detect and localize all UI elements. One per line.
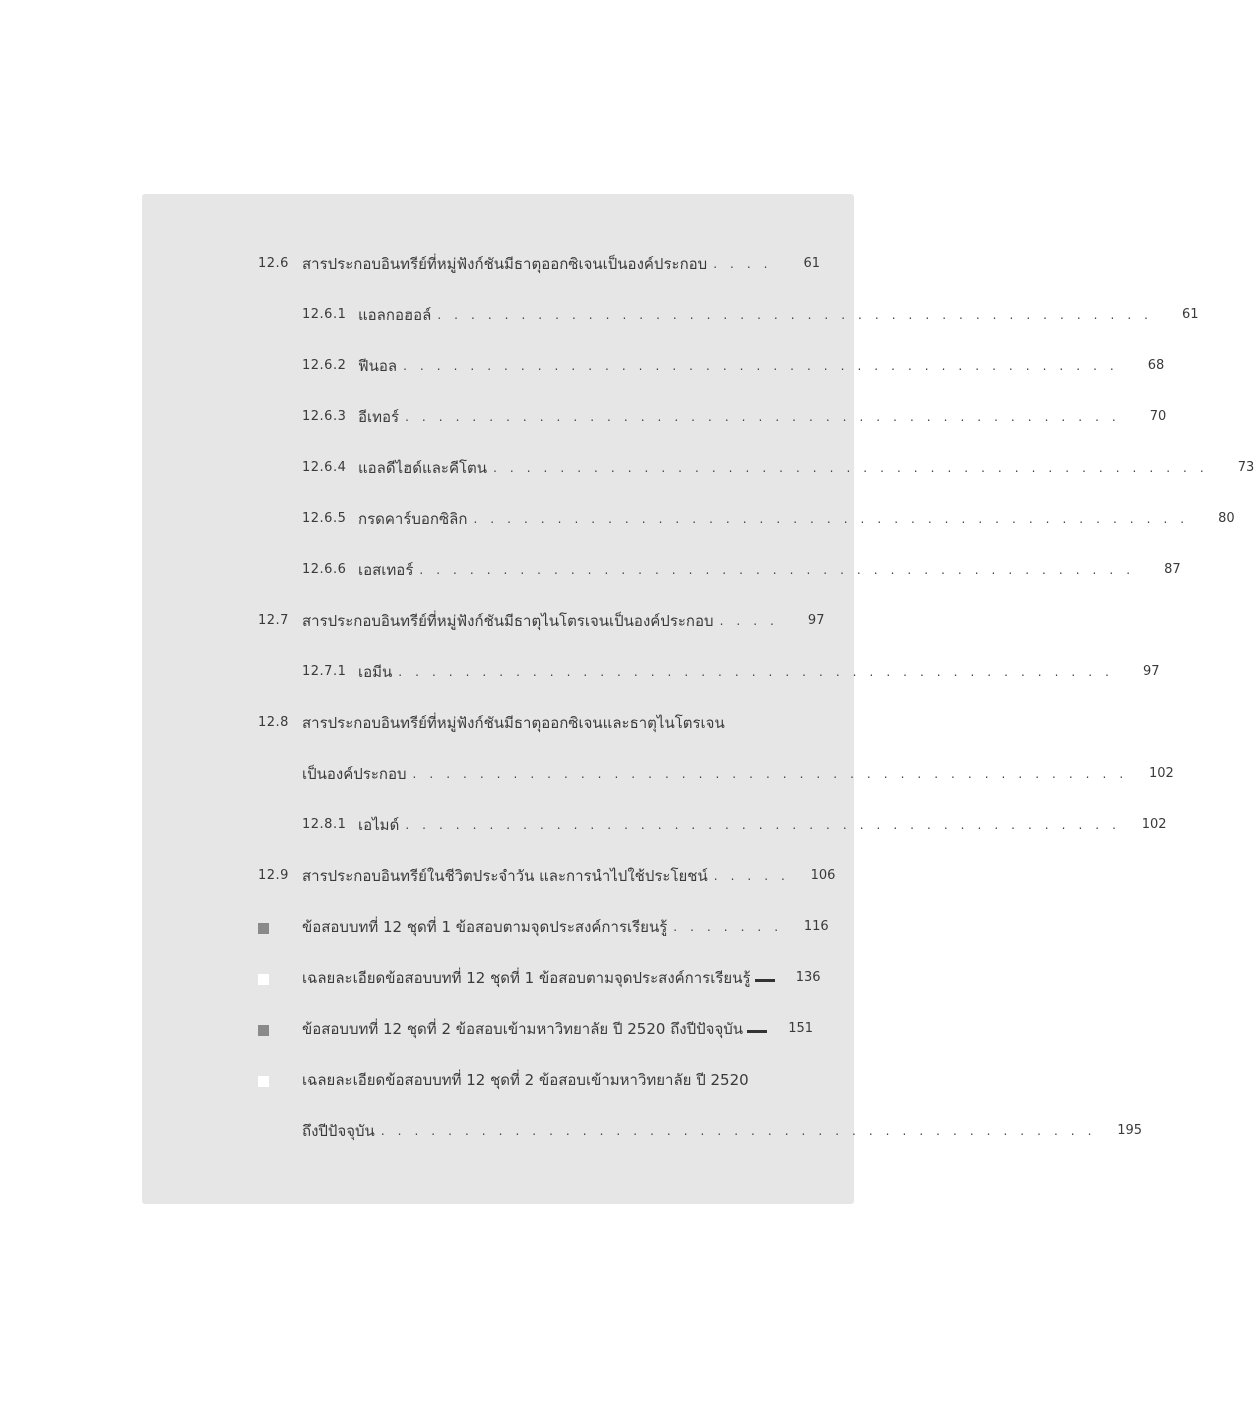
- entry-title: สารประกอบอินทรีย์ที่หมู่ฟังก์ชันมีธาตุออกซิเจนและธาตุไนโตรเจน: [302, 714, 725, 732]
- entry-title: สารประกอบอินทรีย์ในชีวิตประจำวัน และการนำไปใช้ประโยชน์: [302, 867, 708, 885]
- entry-number: 12.6.2: [302, 358, 347, 373]
- entry-title: อีเทอร์: [358, 408, 400, 426]
- dot-leader: . . . . . . . . . . . . . . . . . . . . . . . . . . . . . . . . . . . . . . . . . . .: [380, 1124, 1097, 1138]
- toc-entry-12-6-3[interactable]: [142, 397, 1167, 427]
- entry-title: กรดคาร์บอกซิลิก: [358, 510, 468, 528]
- dot-leader: . . . .: [719, 614, 779, 628]
- page-number: 61: [803, 256, 820, 271]
- entry-number: 12.7: [258, 613, 289, 628]
- toc-entry-12-7[interactable]: [142, 601, 854, 631]
- page-number: 61: [1182, 307, 1199, 322]
- entry-number: 12.6.3: [302, 409, 347, 424]
- dash-leader: [755, 979, 775, 982]
- entry-number: 12.6.1: [302, 307, 347, 322]
- page-number: 102: [1141, 817, 1167, 832]
- toc-entry-12-8-continued[interactable]: [142, 754, 1174, 784]
- entry-title: แอลกอฮอล์: [358, 306, 432, 324]
- entry-title-continued: เป็นองค์ประกอบ: [302, 765, 407, 783]
- entry-title: เฉลยละเอียดข้อสอบบทที่ 12 ชุดที่ 2 ข้อสอบเข้ามหาวิทยาลัย ปี 2520: [302, 1071, 749, 1089]
- entry-number: 12.6.4: [302, 460, 347, 475]
- page-number: 80: [1218, 511, 1235, 526]
- toc-entry-answers-set-1[interactable]: [142, 958, 854, 988]
- toc-entry-12-6[interactable]: [142, 244, 854, 274]
- toc-entry-12-8[interactable]: [142, 703, 854, 733]
- dot-leader: . . . . .: [713, 869, 790, 883]
- dot-leader: . . . . . . . . . . . . . . . . . . . . . . . . . . . . . . . . . . . . . . . . . . .: [412, 767, 1128, 781]
- entry-title: เอมีน: [358, 663, 393, 681]
- entry-number: 12.8: [258, 715, 289, 730]
- page-number: 70: [1149, 409, 1167, 424]
- toc-entry-12-7-1[interactable]: [142, 652, 1160, 682]
- dot-leader: . . . . . . . . . . . . . . . . . . . . . . . . . . . . . . . . . . . . . . . . . . .: [403, 359, 1119, 373]
- entry-title: แอลดีไฮด์และคีโตน: [358, 459, 488, 477]
- dot-leader: . . . . . . . . . . . . . . . . . . . . . . . . . . . . . . . . . . . . . . . . . . .: [473, 512, 1189, 526]
- entry-title: ข้อสอบบทที่ 12 ชุดที่ 2 ข้อสอบเข้ามหาวิทยาลัย ปี 2520 ถึงปีปัจจุบัน: [302, 1020, 744, 1038]
- toc-entry-12-6-5[interactable]: [142, 499, 1235, 529]
- dot-leader: . . . .: [713, 257, 773, 271]
- entry-number: 12.9: [258, 868, 289, 883]
- toc-entry-12-6-1[interactable]: [142, 295, 1199, 325]
- page-number: 116: [803, 919, 829, 934]
- page-number: 68: [1147, 358, 1165, 373]
- toc-entry-12-9[interactable]: [142, 856, 854, 886]
- dot-leader: . . . . . . .: [673, 920, 783, 934]
- square-bullet-icon: [258, 974, 269, 985]
- page-number: 151: [788, 1021, 814, 1036]
- dot-leader: . . . . . . . . . . . . . . . . . . . . . . . . . . . . . . . . . . . . . . . . . . .: [419, 563, 1135, 577]
- page-number: 73: [1237, 460, 1254, 475]
- dot-leader: . . . . . . . . . . . . . . . . . . . . . . . . . . . . . . . . . . . . . . . . . . .: [493, 461, 1209, 475]
- entry-title: สารประกอบอินทรีย์ที่หมู่ฟังก์ชันมีธาตุออกซิเจนเป็นองค์ประกอบ: [302, 255, 708, 273]
- toc-entry-exam-set-1[interactable]: [142, 907, 854, 937]
- square-bullet-icon: [258, 1076, 269, 1087]
- page-number: 97: [807, 613, 825, 628]
- square-bullet-icon: [258, 923, 269, 934]
- entry-title: เอสเทอร์: [358, 561, 414, 579]
- entry-title: เฉลยละเอียดข้อสอบบทที่ 12 ชุดที่ 1 ข้อสอบตามจุดประสงค์การเรียนรู้: [302, 969, 751, 987]
- entry-title-continued: ถึงปีปัจจุบัน: [302, 1122, 375, 1140]
- page-number: 106: [810, 868, 836, 883]
- dot-leader: . . . . . . . . . . . . . . . . . . . . . . . . . . . . . . . . . . . . . . . . . . .: [405, 410, 1121, 424]
- toc-entry-answers-set-2-continued[interactable]: [142, 1111, 1143, 1141]
- entry-number: 12.6.5: [302, 511, 347, 526]
- page-number: 195: [1117, 1123, 1143, 1138]
- toc-entry-12-6-4[interactable]: [142, 448, 1254, 478]
- toc-panel: [142, 194, 1254, 1204]
- toc-entry-12-6-2[interactable]: [142, 346, 1165, 376]
- toc-entry-12-8-1[interactable]: [142, 805, 1167, 835]
- entry-title: เอไมด์: [358, 816, 400, 834]
- entry-number: 12.7.1: [302, 664, 347, 679]
- page-number: 87: [1164, 562, 1181, 577]
- entry-number: 12.6: [258, 256, 289, 271]
- entry-number: 12.6.6: [302, 562, 347, 577]
- entry-title: ฟีนอล: [358, 357, 398, 375]
- entry-title: ข้อสอบบทที่ 12 ชุดที่ 1 ข้อสอบตามจุดประสงค์การเรียนรู้: [302, 918, 668, 936]
- dot-leader: . . . . . . . . . . . . . . . . . . . . . . . . . . . . . . . . . . . . . . . . . . .: [398, 665, 1114, 679]
- dash-leader: [747, 1030, 767, 1033]
- dot-leader: . . . . . . . . . . . . . . . . . . . . . . . . . . . . . . . . . . . . . . . . . . .: [405, 818, 1121, 832]
- page-number: 136: [795, 970, 821, 985]
- toc-entry-answers-set-2[interactable]: [142, 1060, 854, 1090]
- page-number: 102: [1148, 766, 1174, 781]
- page-number: 97: [1142, 664, 1160, 679]
- toc-entry-12-6-6[interactable]: [142, 550, 1181, 580]
- dot-leader: . . . . . . . . . . . . . . . . . . . . . . . . . . . . . . . . . . . . . . . . . . .: [437, 308, 1153, 322]
- toc-entry-exam-set-2[interactable]: [142, 1009, 854, 1039]
- square-bullet-icon: [258, 1025, 269, 1036]
- entry-title: สารประกอบอินทรีย์ที่หมู่ฟังก์ชันมีธาตุไนโตรเจนเป็นองค์ประกอบ: [302, 612, 714, 630]
- entry-number: 12.8.1: [302, 817, 347, 832]
